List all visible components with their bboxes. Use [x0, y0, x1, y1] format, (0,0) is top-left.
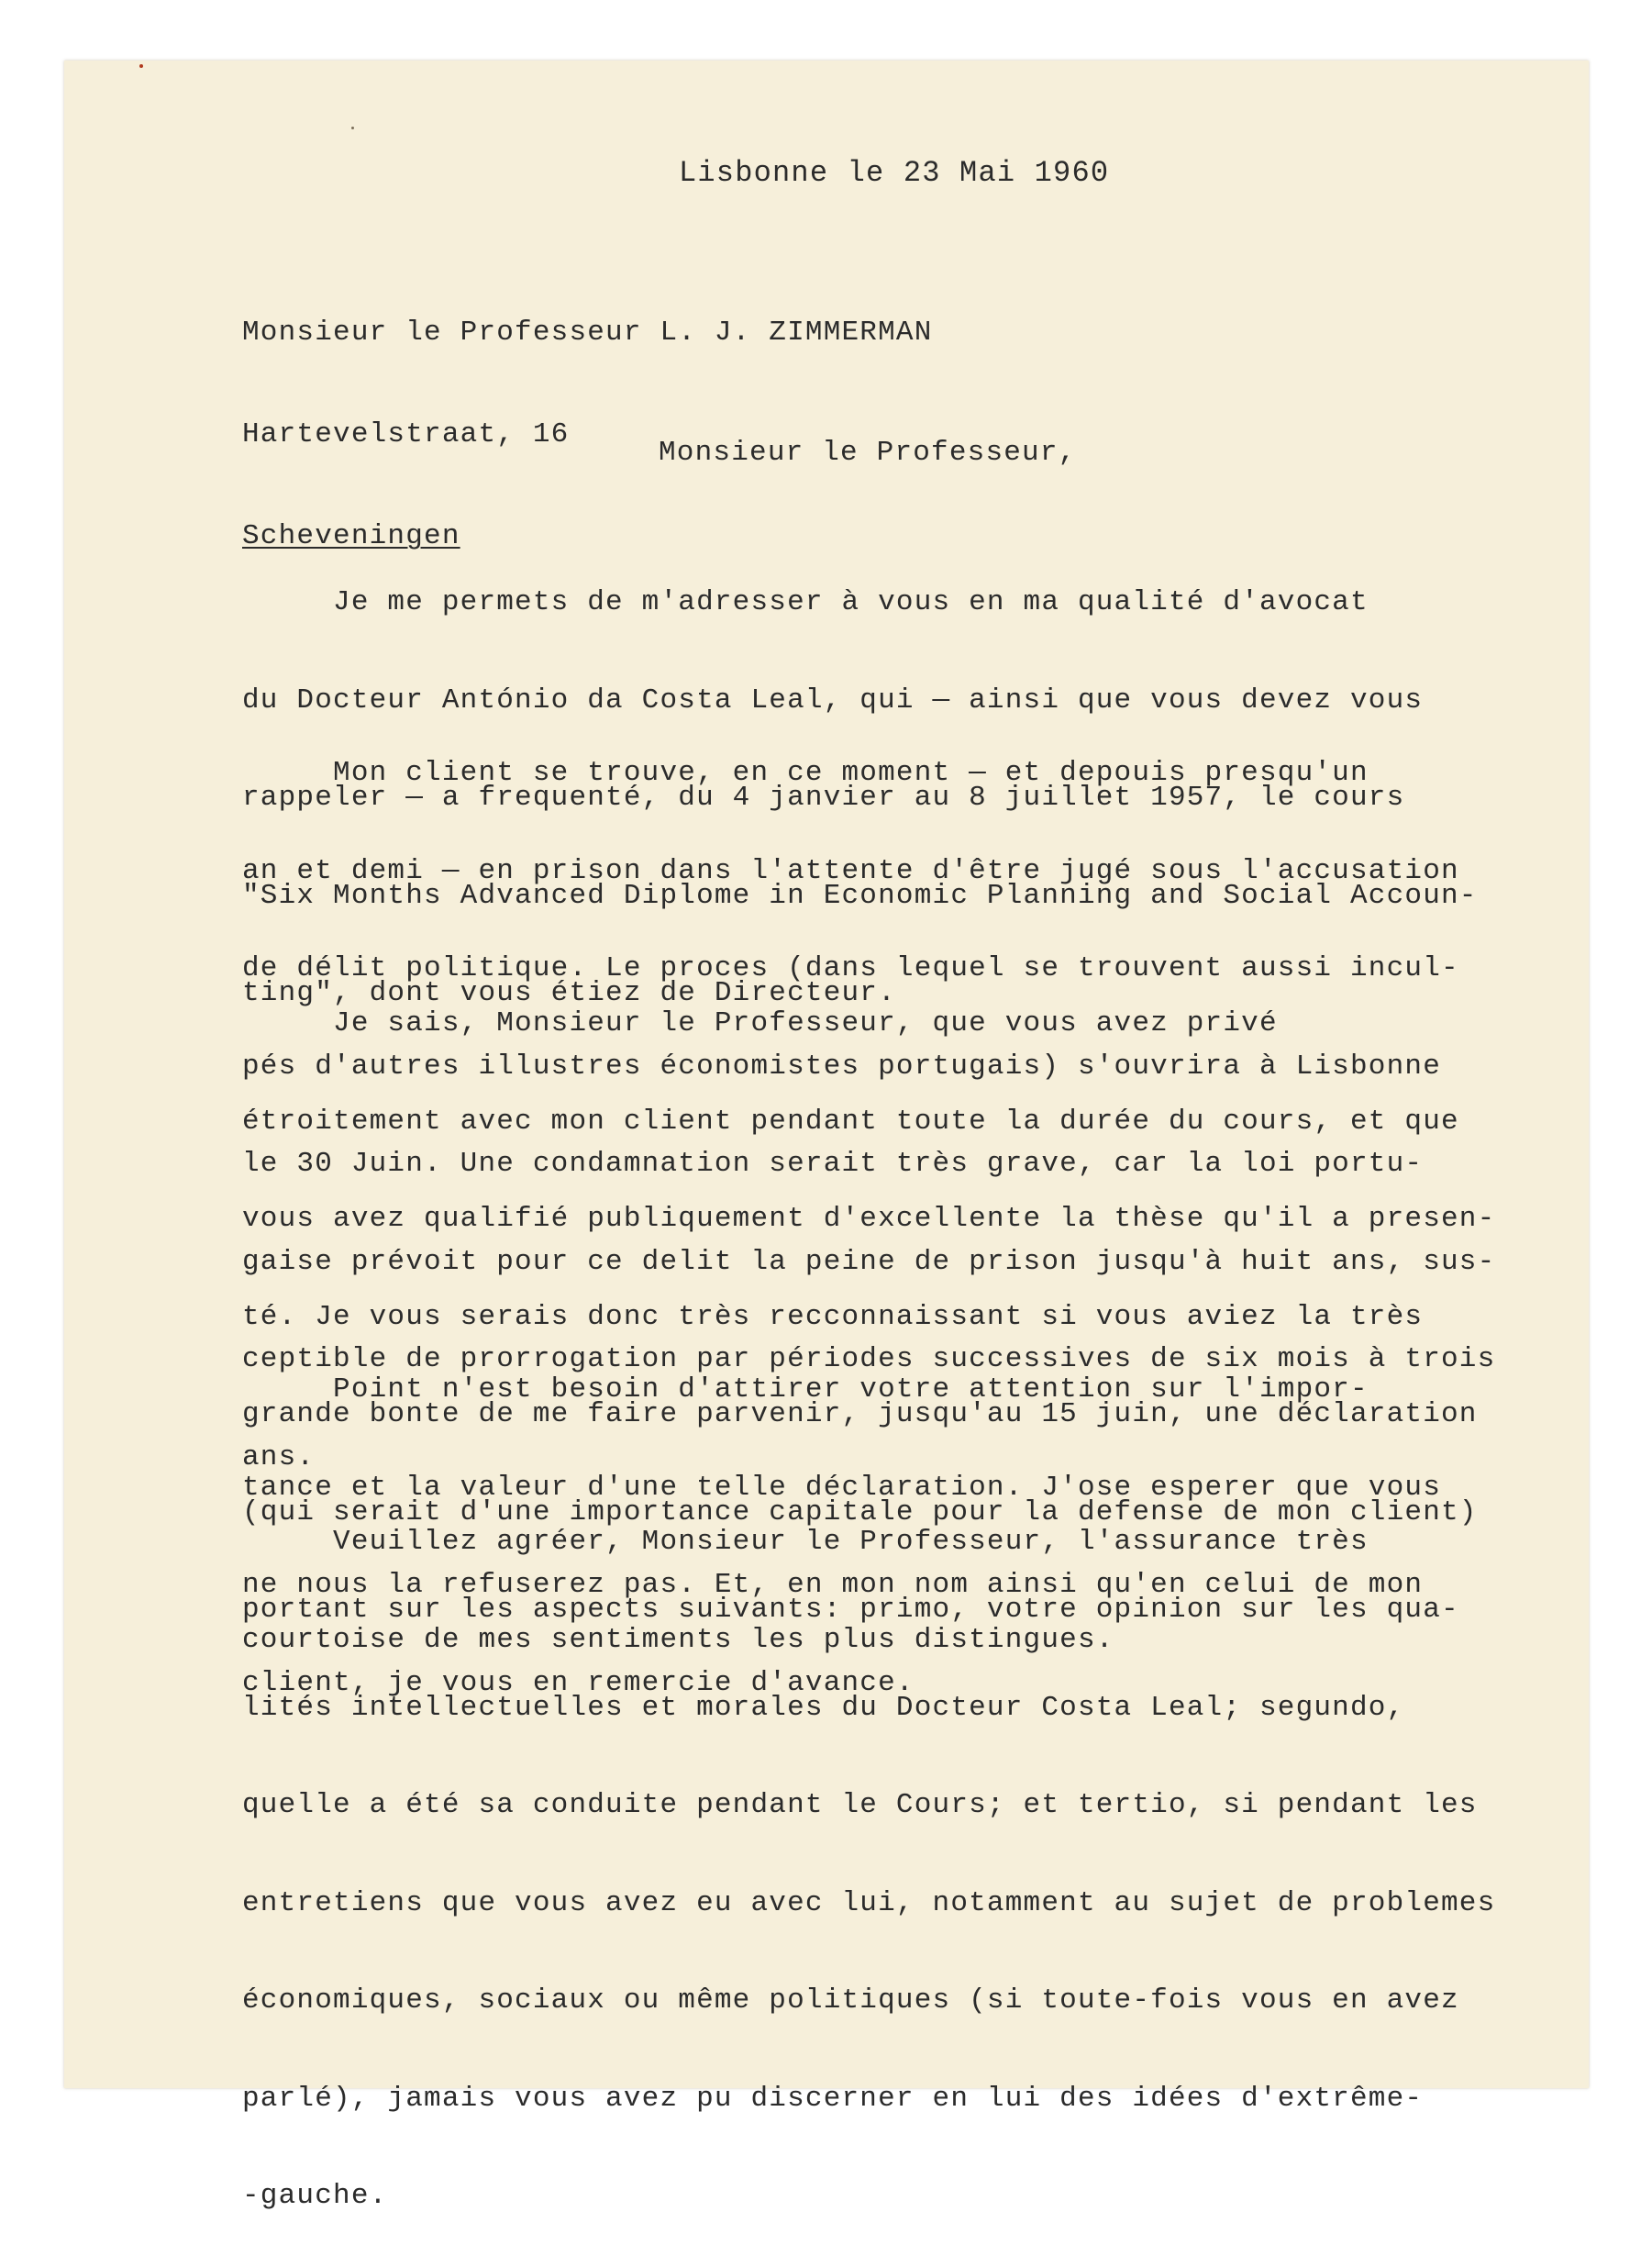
- recipient-name: Monsieur le Professeur L. J. ZIMMERMAN: [242, 317, 933, 349]
- paragraph-line: portant sur les aspects suivants: primo, votre opinion sur les qua-: [242, 1594, 1459, 1626]
- paragraph-line: rappeler — a frequenté, du 4 janvier au 8 juillet 1957, le cours: [242, 782, 1405, 814]
- paragraph-line: (qui serait d'une importance capitale pour la defense de mon client): [242, 1495, 1478, 1528]
- paragraph-line: vous avez qualifié publiquement d'excellente la thèse qu'il a presen-: [242, 1203, 1496, 1235]
- paragraph-line: lités intellectuelles et morales du Docteur Costa Leal; segundo,: [242, 1691, 1405, 1724]
- paragraph-line: an et demi — en prison dans l'attente d'être jugé sous l'accusation: [242, 854, 1459, 887]
- paragraph-line: "Six Months Advanced Diplome in Economic Planning and Social Accoun-: [242, 879, 1478, 912]
- ink-speck: [351, 127, 354, 129]
- paragraph-line: ans.: [242, 1440, 316, 1473]
- paragraph-line: étroitement avec mon client pendant toute la durée du cours, et que: [242, 1105, 1459, 1138]
- paragraph-line: Mon client se trouve, en ce moment — et depouis presqu'un: [242, 757, 1369, 789]
- paragraph-line: Je me permets de m'adresser à vous en ma qualité d'avocat: [242, 586, 1369, 618]
- paragraph-line: entretiens que vous avez eu avec lui, notamment au sujet de problemes: [242, 1886, 1496, 1919]
- paragraph-line: té. Je vous serais donc très recconnaissant si vous aviez la très: [242, 1300, 1424, 1333]
- recipient-street: Hartevelstraat, 16: [242, 418, 570, 450]
- paragraph-line: courtoise de mes sentiments les plus distingues.: [242, 1623, 1114, 1656]
- paragraph-line: de délit politique. Le proces (dans lequel se trouvent aussi incul-: [242, 952, 1459, 984]
- paragraph-line: quelle a été sa conduite pendant le Cours; et tertio, si pendant les: [242, 1789, 1478, 1821]
- paragraph-line: ceptible de prorrogation par périodes successives de six mois à trois: [242, 1343, 1496, 1375]
- paragraph-line: grande bonte de me faire parvenir, jusqu'au 15 juin, une déclaration: [242, 1398, 1478, 1430]
- paragraph-line: parlé), jamais vous avez pu discerner en lui des idées d'extrême-: [242, 2082, 1424, 2115]
- paragraph-line: gaise prévoit pour ce delit la peine de prison jusqu'à huit ans, sus-: [242, 1245, 1496, 1278]
- paragraph-line: Point n'est besoin d'attirer votre attention sur l'impor-: [242, 1373, 1369, 1406]
- paragraph-5: [242, 1461, 1369, 1689]
- ink-speck: [139, 64, 143, 68]
- paragraph-line: pés d'autres illustres économistes portugais) s'ouvrira à Lisbonne: [242, 1050, 1441, 1083]
- paragraph-line: le 30 Juin. Une condamnation serait très grave, car la loi portu-: [242, 1148, 1424, 1180]
- paragraph-line: Veuillez agréer, Monsieur le Professeur, l'assurance très: [242, 1526, 1369, 1558]
- paragraph-line: client, je vous en remercie d'avance.: [242, 1666, 915, 1699]
- paragraph-line: Je sais, Monsieur le Professeur, que vous avez privé: [242, 1007, 1278, 1039]
- paragraph-line: ne nous la refuserez pas. Et, en mon nom ainsi qu'en celui de mon: [242, 1569, 1424, 1601]
- recipient-city: Scheveningen: [242, 520, 460, 552]
- letter-date: Lisbonne le 23 Mai 1960: [679, 156, 1110, 190]
- paragraph-line: économiques, sociaux ou même politiques (si toute-fois vous en avez: [242, 1984, 1459, 2017]
- paragraph-line: du Docteur António da Costa Leal, qui — ainsi que vous devez vous: [242, 684, 1424, 717]
- paragraph-line: tance et la valeur d'une telle déclaration. J'ose esperer que vous: [242, 1471, 1441, 1504]
- paragraph-line: ting", dont vous étiez de Directeur.: [242, 977, 896, 1009]
- paragraph-line: -gauche.: [242, 2180, 388, 2212]
- salutation: Monsieur le Professeur,: [659, 437, 1077, 469]
